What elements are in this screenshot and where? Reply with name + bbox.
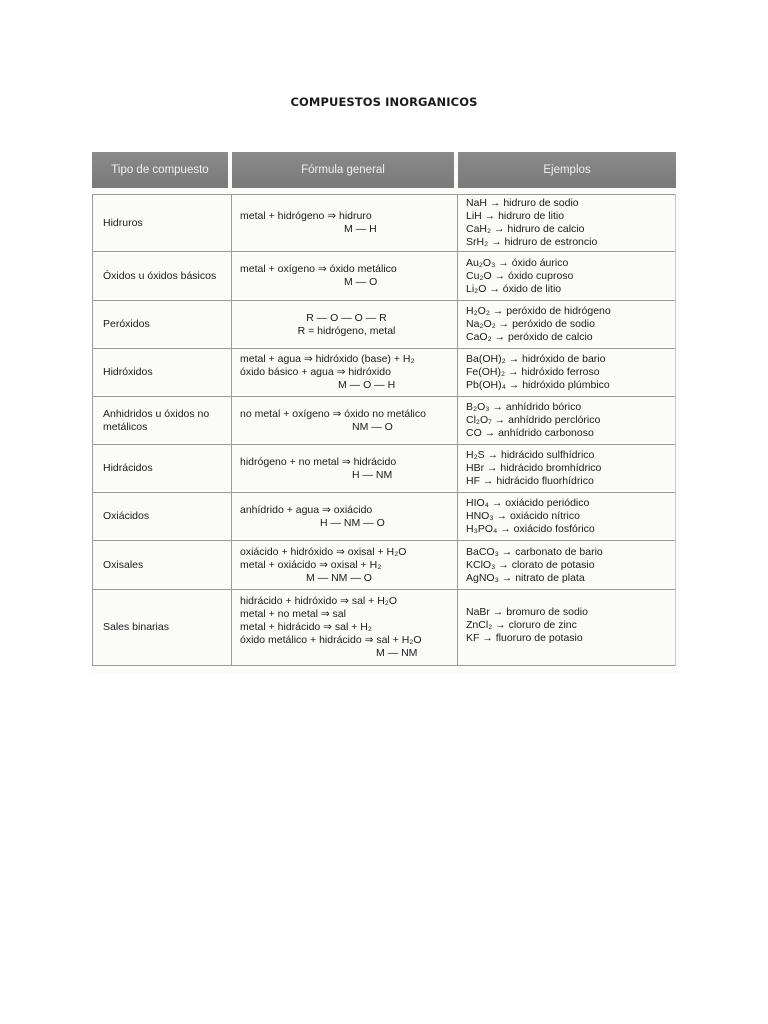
table-row [92, 252, 676, 301]
example-line: Ba(OH)₂ → hidróxido de bario [466, 353, 606, 365]
example-line: KClO₃ → clorato de potasio [466, 558, 595, 571]
header-examples: Ejemplos [458, 152, 676, 188]
example-line: NaH → hidruro de sodio [466, 197, 579, 209]
examples [458, 493, 676, 541]
compound-type: Sales binarias [92, 590, 232, 666]
general-formula [232, 541, 458, 590]
general-formula [232, 252, 458, 301]
compound-type: Anhidridos u óxidos no metálicos [92, 397, 232, 445]
document-title: COMPUESTOS INORGANICOS [290, 95, 478, 109]
examples [458, 252, 676, 301]
table-row [92, 541, 676, 590]
table-row [92, 590, 676, 666]
example-line: SrH₂ → hidruro de estroncio [466, 236, 598, 248]
formula-line: R — O — O — R [306, 311, 387, 324]
example-line: H₂S → hidrácido sulfhídrico [466, 449, 595, 461]
example-line: NaBr → bromuro de sodio [466, 606, 588, 618]
formula-line: hidrácido + hidróxido ⇒ sal + H₂O [240, 595, 398, 607]
scanned-table-image [92, 152, 680, 674]
formula-line: metal + agua ⇒ hidróxido (base) + H₂ [240, 353, 415, 365]
example-line: Li₂O → óxido de litio [466, 282, 562, 295]
formula-line: M — H [344, 223, 377, 235]
example-line: KF → fluoruro de potasio [466, 632, 583, 644]
formula-line: NM — O [352, 420, 393, 433]
compound-type: Hidróxidos [92, 349, 232, 397]
example-line: BaCO₃ → carbonato de bario [466, 545, 603, 558]
example-line: Pb(OH)₄ → hidróxido plúmbico [466, 379, 610, 391]
table-row [92, 493, 676, 541]
formula-line: M — O [344, 276, 378, 288]
example-line: HF → hidrácido fluorhídrico [466, 475, 594, 487]
table-row [92, 194, 676, 252]
formula-line: R = hidrógeno, metal [297, 324, 396, 337]
compound-type: Oxiácidos [92, 493, 232, 541]
example-line: CaO₂ → peróxido de calcio [466, 331, 593, 343]
formula-line: M — NM [376, 647, 418, 659]
table-row [92, 301, 676, 349]
examples [458, 301, 676, 349]
examples [458, 541, 676, 590]
example-line: H₃PO₄ → oxiácido fosfórico [466, 523, 595, 535]
examples [458, 397, 676, 445]
formula-line: H — NM — O [320, 516, 385, 529]
example-line: CaH₂ → hidruro de calcio [466, 223, 585, 235]
compound-type: Óxidos u óxidos básicos [92, 252, 232, 301]
compound-type: Peróxidos [92, 301, 232, 349]
formula-line: metal + oxígeno ⇒ óxido metálico [240, 263, 397, 275]
compound-type: Hidrácidos [92, 445, 232, 493]
general-formula [232, 590, 458, 666]
formula-line: metal + hidrógeno ⇒ hidruro [240, 210, 372, 222]
general-formula [232, 445, 458, 493]
formula-line: óxido metálico + hidrácido ⇒ sal + H₂O [240, 634, 422, 646]
example-line: H₂O₂ → peróxido de hidrógeno [466, 305, 611, 317]
examples [458, 194, 676, 252]
formula-line: metal + oxiácido ⇒ oxisal + H₂ [240, 558, 382, 571]
formula-line: M — NM — O [306, 571, 372, 584]
examples [458, 590, 676, 666]
example-line: Na₂O₂ → peróxido de sodio [466, 318, 595, 330]
formula-line: H — NM [352, 468, 393, 481]
examples [458, 349, 676, 397]
formula-line: óxido básico + agua ⇒ hidróxido [240, 366, 391, 378]
example-line: Cu₂O → óxido cuproso [466, 269, 574, 282]
header-general-formula: Fórmula general [232, 152, 458, 188]
general-formula [232, 301, 458, 349]
formula-line: anhídrido + agua ⇒ oxiácido [240, 503, 373, 516]
formula-line: oxiácido + hidróxido ⇒ oxisal + H₂O [240, 545, 407, 558]
example-line: HNO₃ → oxiácido nítrico [466, 510, 580, 522]
header-compound-type: Tipo de compuesto [92, 152, 232, 188]
example-line: Fe(OH)₂ → hidróxido ferroso [466, 366, 600, 378]
formula-line: metal + hidrácido ⇒ sal + H₂ [240, 621, 372, 633]
formula-line: M — O — H [338, 379, 396, 391]
formula-line: no metal + oxígeno ⇒ óxido no metálico [240, 407, 426, 420]
compounds-table [92, 152, 676, 666]
compound-type: Oxisales [92, 541, 232, 590]
example-line: Au₂O₃ → óxido áurico [466, 256, 569, 269]
examples [458, 445, 676, 493]
table-header-row [92, 152, 676, 188]
table-row [92, 445, 676, 493]
general-formula [232, 194, 458, 252]
general-formula [232, 397, 458, 445]
example-line: HIO₄ → oxiácido periódico [466, 497, 590, 509]
example-line: AgNO₃ → nitrato de plata [466, 571, 585, 584]
example-line: Cl₂O₇ → anhídrido perclórico [466, 414, 601, 426]
example-line: LiH → hidruro de litio [466, 210, 565, 222]
table-row [92, 349, 676, 397]
general-formula [232, 349, 458, 397]
example-line: B₂O₃ → anhídrido bórico [466, 401, 582, 413]
example-line: CO → anhídrido carbonoso [466, 427, 594, 439]
formula-line: hidrógeno + no metal ⇒ hidrácido [240, 455, 397, 468]
example-line: ZnCl₂ → cloruro de zinc [466, 619, 577, 631]
table-row [92, 397, 676, 445]
general-formula [232, 493, 458, 541]
compound-type: Hidruros [92, 194, 232, 252]
formula-line: metal + no metal ⇒ sal [240, 608, 346, 620]
example-line: HBr → hidrácido bromhídrico [466, 462, 602, 474]
